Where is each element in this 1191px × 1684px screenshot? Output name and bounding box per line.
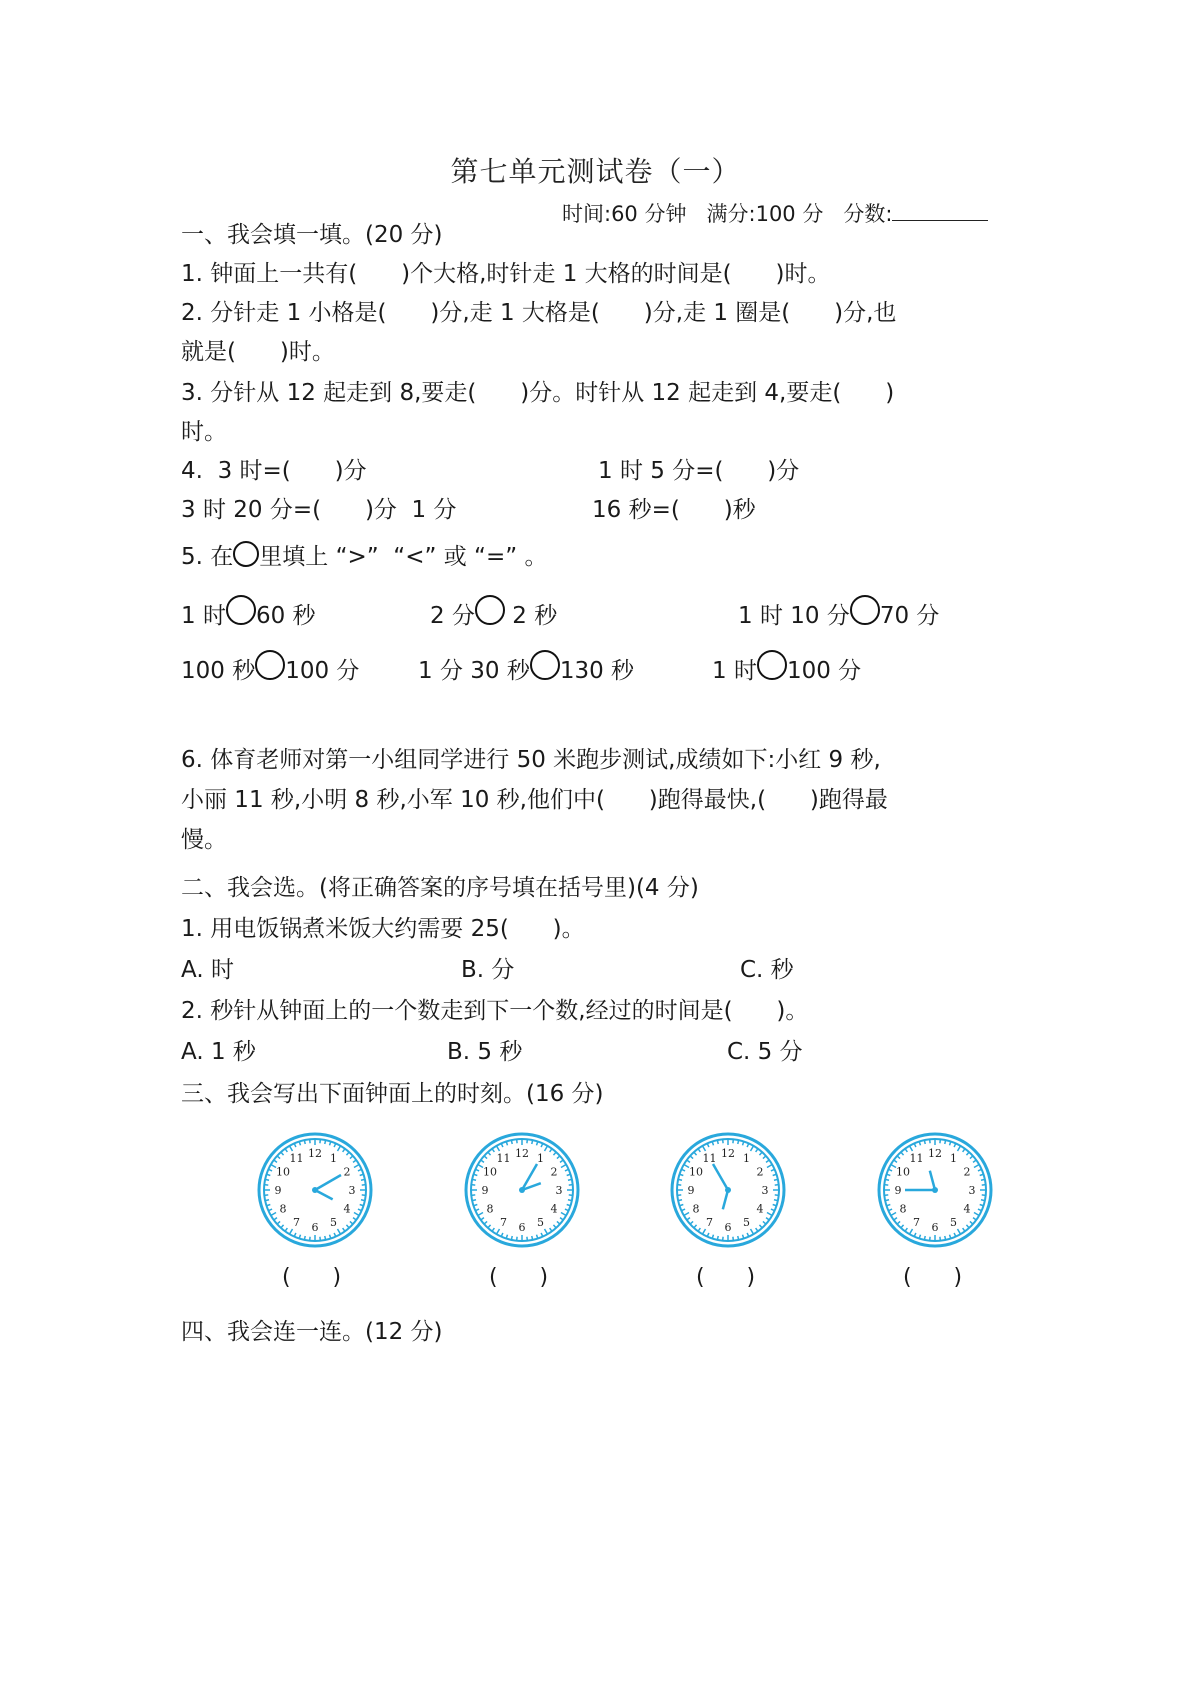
q1-4b: 1 时 5 分=( )分 (598, 458, 800, 484)
svg-text:3: 3 (555, 1184, 563, 1197)
score-label: 分数: (843, 202, 893, 226)
svg-text:11: 11 (702, 1151, 717, 1165)
clock-answer-blank-3[interactable]: ( ) (696, 1265, 756, 1290)
svg-text:2: 2 (550, 1165, 558, 1179)
svg-text:2: 2 (756, 1165, 764, 1179)
svg-text:5: 5 (537, 1216, 544, 1230)
svg-text:7: 7 (706, 1216, 713, 1230)
q1-4c: 3 时 20 分=( )分 1 分 (181, 497, 457, 523)
svg-text:11: 11 (496, 1151, 511, 1165)
q1-3: 3. 分针从 12 起走到 8,要走( )分。时针从 12 起走到 4,要走( ) (181, 380, 895, 406)
svg-text:5: 5 (743, 1216, 750, 1230)
svg-text:11: 11 (909, 1151, 924, 1165)
page-title: 第七单元测试卷（一） (450, 155, 741, 188)
clock-face-icon (255, 1130, 375, 1250)
svg-text:9: 9 (687, 1184, 695, 1197)
compare-1: 1 时 60 秒 (181, 595, 316, 631)
q2-1-option-c: C. 秒 (740, 957, 794, 983)
clock-face-icon (875, 1130, 995, 1250)
q2-1-option-b: B. 分 (461, 957, 515, 983)
section-2-heading: 二、我会选。(将正确答案的序号填在括号里)(4 分) (181, 875, 699, 901)
svg-text:12: 12 (515, 1147, 529, 1160)
clock-answer-blank-1[interactable]: ( ) (282, 1265, 342, 1290)
section-1-heading: 一、我会填一填。(20 分) (181, 222, 443, 248)
q1-4a: 4. 3 时=( )分 (181, 458, 367, 484)
svg-text:2: 2 (963, 1165, 971, 1179)
compare-5: 1 分 30 秒 130 秒 (418, 650, 634, 686)
svg-text:7: 7 (293, 1216, 300, 1230)
svg-text:5: 5 (950, 1216, 957, 1230)
svg-text:12: 12 (721, 1147, 735, 1160)
q2-1-option-a: A. 时 (181, 957, 234, 983)
exam-meta (562, 198, 988, 228)
svg-text:7: 7 (500, 1216, 507, 1230)
svg-text:12: 12 (928, 1147, 942, 1160)
q1-2-cont: 就是( )时。 (181, 339, 335, 365)
svg-text:4: 4 (756, 1202, 764, 1216)
compare-6: 1 时 100 分 (712, 650, 861, 686)
compare-3: 1 时 10 分 70 分 (738, 595, 939, 631)
q2-2: 2. 秒针从钟面上的一个数走到下一个数,经过的时间是( )。 (181, 998, 809, 1024)
section-3-heading: 三、我会写出下面钟面上的时刻。(16 分) (181, 1081, 604, 1107)
q2-2-option-b: B. 5 秒 (447, 1039, 523, 1065)
svg-text:8: 8 (486, 1202, 494, 1216)
svg-text:5: 5 (330, 1216, 337, 1230)
svg-text:6: 6 (311, 1221, 319, 1234)
q1-4d: 16 秒=( )秒 (592, 497, 756, 523)
section-4-heading: 四、我会连一连。(12 分) (181, 1319, 443, 1345)
svg-text:2: 2 (343, 1165, 351, 1179)
svg-text:10: 10 (482, 1165, 497, 1179)
svg-text:3: 3 (968, 1184, 976, 1197)
svg-text:6: 6 (931, 1221, 939, 1234)
svg-text:3: 3 (761, 1184, 769, 1197)
compare-2: 2 分 2 秒 (430, 595, 557, 631)
q1-1: 1. 钟面上一共有( )个大格,时针走 1 大格的时间是( )时。 (181, 261, 831, 287)
svg-text:1: 1 (950, 1151, 957, 1165)
compare-circle-3[interactable] (850, 595, 880, 625)
q1-2: 2. 分针走 1 小格是( )分,走 1 大格是( )分,走 1 圈是( )分,也 (181, 300, 897, 326)
q1-6-cont2: 慢。 (181, 827, 227, 853)
svg-text:8: 8 (692, 1202, 700, 1216)
q1-5: 5. 在 里填上 “>” “<” 或 “=” 。 (181, 541, 547, 572)
svg-text:1: 1 (537, 1151, 544, 1165)
svg-text:6: 6 (518, 1221, 526, 1234)
clock-answer-blank-4[interactable]: ( ) (903, 1265, 963, 1290)
clock-face-icon (668, 1130, 788, 1250)
clock-face-icon (462, 1130, 582, 1250)
compare-circle-6[interactable] (757, 650, 787, 680)
q2-2-option-a: A. 1 秒 (181, 1039, 256, 1065)
compare-circle-5[interactable] (530, 650, 560, 680)
svg-text:6: 6 (724, 1221, 732, 1234)
full-score-label: 满分:100 分 (706, 202, 824, 226)
compare-circle-2[interactable] (475, 595, 505, 625)
clock-answer-blank-2[interactable]: ( ) (489, 1265, 549, 1290)
svg-text:10: 10 (895, 1165, 910, 1179)
time-label: 时间:60 分钟 (562, 202, 687, 226)
svg-text:9: 9 (894, 1184, 902, 1197)
svg-text:11: 11 (289, 1151, 304, 1165)
q1-6-cont: 小丽 11 秒,小明 8 秒,小军 10 秒,他们中( )跑得最快,( )跑得最 (181, 787, 888, 813)
svg-text:1: 1 (330, 1151, 337, 1165)
compare-4: 100 秒 100 分 (181, 650, 359, 686)
q2-1: 1. 用电饭锅煮米饭大约需要 25( )。 (181, 916, 585, 942)
svg-text:3: 3 (348, 1184, 356, 1197)
svg-text:8: 8 (899, 1202, 907, 1216)
svg-text:1: 1 (743, 1151, 750, 1165)
svg-text:4: 4 (963, 1202, 971, 1216)
svg-text:4: 4 (550, 1202, 558, 1216)
q1-6: 6. 体育老师对第一小组同学进行 50 米跑步测试,成绩如下:小红 9 秒, (181, 747, 881, 773)
svg-text:9: 9 (481, 1184, 489, 1197)
svg-text:10: 10 (688, 1165, 703, 1179)
svg-text:4: 4 (343, 1202, 351, 1216)
compare-circle-1[interactable] (226, 595, 256, 625)
q1-3-cont: 时。 (181, 419, 227, 445)
svg-text:12: 12 (308, 1147, 322, 1160)
svg-text:9: 9 (274, 1184, 282, 1197)
q2-2-option-c: C. 5 分 (727, 1039, 803, 1065)
score-blank[interactable] (892, 202, 988, 221)
compare-circle-4[interactable] (255, 650, 285, 680)
svg-text:8: 8 (279, 1202, 287, 1216)
circle-icon (233, 541, 259, 567)
svg-text:10: 10 (275, 1165, 290, 1179)
svg-text:7: 7 (913, 1216, 920, 1230)
